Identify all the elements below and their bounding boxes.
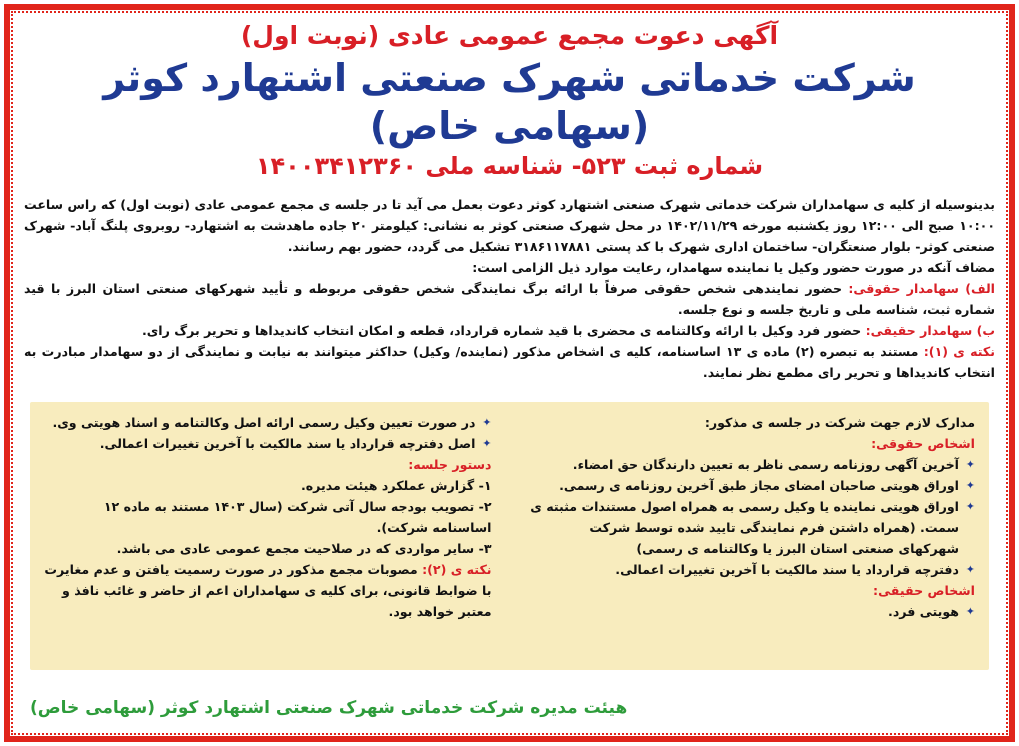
registration-info: شماره ثبت ۵۲۳- شناسه ملی ۱۴۰۰۳۴۱۲۳۶۰ bbox=[255, 152, 764, 180]
notice-frame bbox=[4, 4, 1015, 742]
natural-shareholder-text: حضور فرد وکیل با ارائه وکالتنامه ی محضری با قید شماره قرارداد، قطعه و امکان انتخاب کاندیداها و تحریر برگ رای. bbox=[141, 323, 866, 338]
legal-shareholder-label: الف) سهامدار حقوقی: bbox=[848, 281, 995, 296]
agenda-item: ۲- تصویب بودجه سال آتی شرکت (سال ۱۴۰۳ مستند به ماده ۱۲ اساسنامه شرکت). bbox=[103, 499, 492, 535]
note-2-text: مصوبات مجمع مذکور در صورت رسمیت یافتن و عدم مغایرت با ضوابط قانونی، برای کلیه ی سهامداران اعم از حاضر و غائب نافذ و معتبر خواهد بود. bbox=[44, 562, 492, 619]
list-item: ✦ در صورت تعیین وکیل رسمی ارائه اصل وکالتنامه و اسناد هویتی وی. bbox=[44, 412, 492, 433]
natural-persons-list bbox=[528, 601, 976, 622]
legal-persons-title: اشخاص حقوقی: bbox=[871, 436, 975, 451]
company-name: شرکت خدماتی شهرک صنعتی اشتهارد کوثر (سهامی خاص) bbox=[103, 56, 916, 148]
required-documents-column bbox=[510, 412, 976, 660]
agenda-item: ۳- سایر مواردی که در صلاحیت مجمع عمومی عادی می باشد. bbox=[116, 541, 492, 556]
list-item: ✦ دفترچه قرارداد یا سند مالکیت با آخرین تغییرات اعمالی. bbox=[528, 559, 976, 580]
notice-title: آگهی دعوت مجمع عمومی عادی (نوبت اول) bbox=[240, 21, 779, 50]
required-documents-title: مدارک لازم جهت شرکت در جلسه ی مذکور: bbox=[704, 415, 975, 430]
note-2-label: نکته ی (۲): bbox=[422, 562, 492, 577]
board-signature: هیئت مدیره شرکت خدماتی شهرک صنعتی اشتهارد کوثر (سهامی خاص) bbox=[30, 698, 628, 718]
list-item: ✦ اوراق هویتی نماینده یا وکیل رسمی به همراه اصول مستندات مثبته ی سمت. (همراه داشتن فرم نمایندگی تایید شده توسط شرکت شهرکهای صنعتی استان البرز یا وکالتنامه ی رسمی) bbox=[528, 496, 976, 559]
natural-shareholder-label: ب) سهامدار حقیقی: bbox=[865, 323, 995, 338]
natural-persons-title: اشخاص حقیقی: bbox=[873, 583, 975, 598]
note-1-text: مستند به تبصره (۲) ماده ی ۱۳ اساسنامه، کلیه ی اشخاص مذکور (نماینده/ وکیل) حداکثر میتوانند به نیابت و نمایندگی از دو سهامدار مبادرت به انتخاب کاندیداها و تحریر رای مطمع نظر نمایند. bbox=[24, 344, 995, 380]
legal-shareholder-text: حضور نمایندهی شخص حقوقی صرفاً با ارائه برگ نمایندگی شخص حقوقی مربوطه و تأیید شهرکهای صنعتی استان البرز با قید شماره ثبت، شناسه ملی و تاریخ جلسه و نوع جلسه. bbox=[24, 281, 995, 317]
agenda-title: دستور جلسه: bbox=[408, 457, 492, 472]
invitation-paragraph: بدینوسیله از کلیه ی سهامداران شرکت خدماتی شهرک صنعتی اشتهارد کوثر دعوت بعمل می آید تا در جلسه ی مجمع عمومی عادی (نوبت اول) که راس ساعت ۱۰:۰۰ صبح الی ۱۲:۰۰ روز یکشنبه مورخه ۱۴۰۲/۱۱/۲۹ در محل شهرک صنعتی کوثر به نشانی: کیلومتر ۲۰ جاده ماهدشت به اشتهارد- روبروی پلنگ آباد- شهرک صنعتی کوثر- بلوار صنعتگران- ساختمان اداری شهرک با کد پستی ۳۱۸۶۱۱۷۸۸۱ تشکیل می گردد، حضور بهم رسانند. bbox=[24, 197, 996, 254]
extra-documents-list bbox=[44, 412, 492, 454]
requirements-intro: مضاف آنکه در صورت حضور وکیل یا نماینده سهامدار، رعایت موارد ذیل الزامی است: bbox=[472, 260, 995, 275]
note-2-paragraph bbox=[44, 559, 492, 622]
notice-body bbox=[24, 194, 995, 383]
agenda-column bbox=[44, 412, 510, 660]
legal-shareholder-paragraph bbox=[24, 278, 995, 320]
documents-box bbox=[30, 402, 989, 670]
signature-line bbox=[24, 698, 995, 718]
list-item: ✦ اصل دفترچه قرارداد یا سند مالکیت با آخرین تغییرات اعمالی. bbox=[44, 433, 492, 454]
agenda-item: ۱- گزارش عملکرد هیئت مدیره. bbox=[300, 478, 492, 493]
notice-content bbox=[24, 20, 995, 728]
note-1-label: نکته ی (۱): bbox=[923, 344, 995, 359]
list-item: ✦ اوراق هویتی صاحبان امضای مجاز طبق آخرین روزنامه ی رسمی. bbox=[528, 475, 976, 496]
list-item: ✦ آخرین آگهی روزنامه رسمی ناظر به تعیین دارندگان حق امضاء. bbox=[528, 454, 976, 475]
natural-shareholder-paragraph bbox=[24, 320, 995, 341]
legal-persons-list bbox=[528, 454, 976, 580]
note-1-paragraph bbox=[24, 341, 995, 383]
list-item: ✦ هویتی فرد. bbox=[528, 601, 976, 622]
